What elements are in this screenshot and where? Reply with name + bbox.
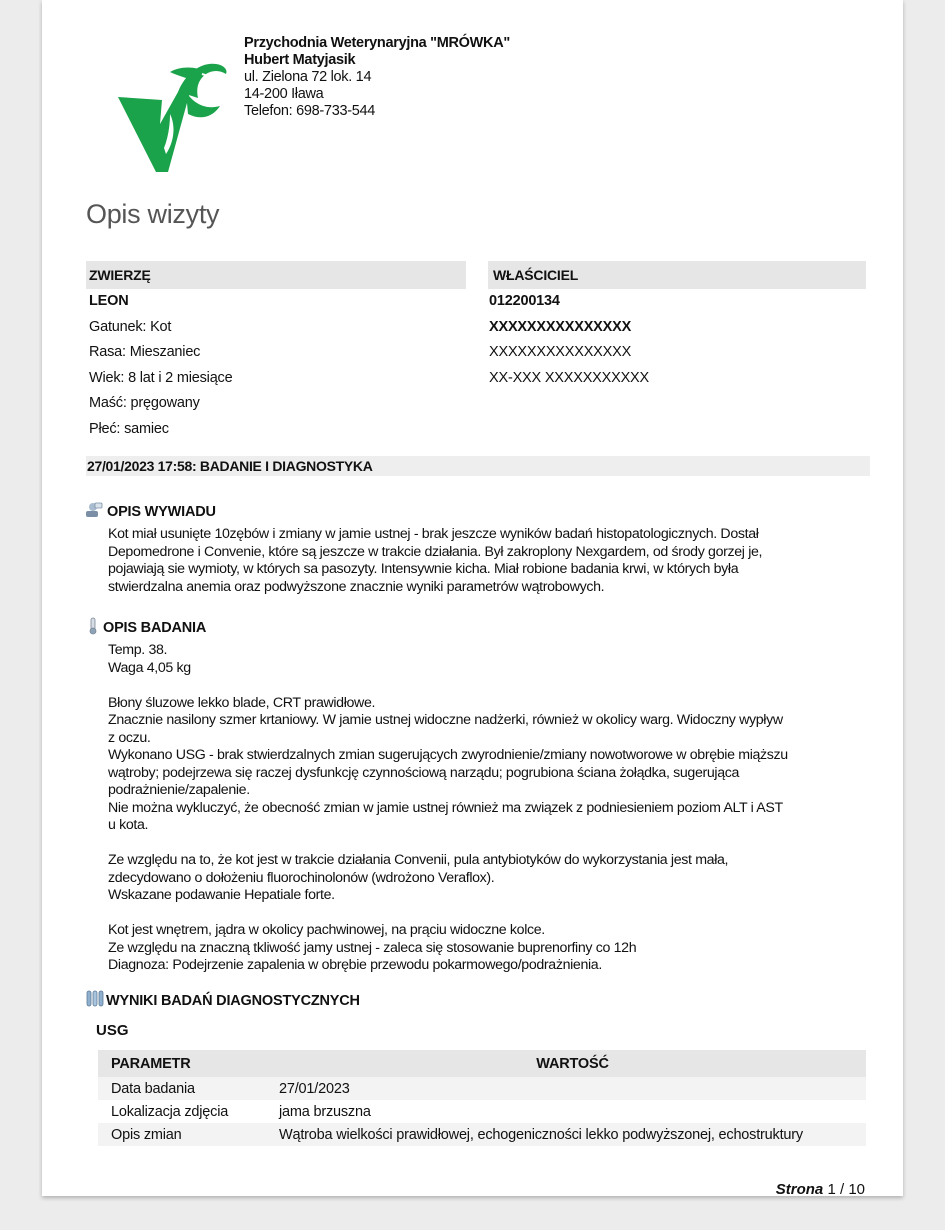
page-title: Opis wizyty xyxy=(86,199,220,229)
table-cell-value: Wątroba wielkości prawidłowej, echogeniczności lekko podwyższonej, echostruktury xyxy=(266,1123,866,1146)
test-tubes-icon xyxy=(86,990,104,1012)
animal-breed: Rasa: Mieszaniec xyxy=(89,344,201,360)
clinic-address-city: 14-200 Iława xyxy=(244,86,324,102)
animal-coat: Maść: pręgowany xyxy=(89,395,200,411)
results-title: WYNIKI BADAŃ DIAGNOSTYCZNYCH xyxy=(106,992,360,1009)
table-cell-parameter: Lokalizacja zdjęcia xyxy=(111,1103,229,1120)
table-header-row xyxy=(98,1050,866,1077)
owner-street: XXXXXXXXXXXXXXX xyxy=(489,344,632,360)
exam-heading xyxy=(87,617,206,639)
results-heading xyxy=(86,990,360,1012)
clinic-header xyxy=(244,35,510,120)
page-label: Strona xyxy=(775,1181,824,1198)
owner-name: XXXXXXXXXXXXXXX xyxy=(489,318,632,335)
animal-age: Wiek: 8 lat i 2 miesiące xyxy=(89,369,233,386)
exam-title: OPIS BADANIA xyxy=(103,619,207,636)
interview-text: Kot miał usunięte 10zębów i zmiany w jamie ustnej - brak jeszcze wyników badań histopatologicznych. Dostał Depomedrone i Convenie, które są jeszcze w trakcie działania. Był zakroplony Nexgardem, od środy gorzej je, pojawiają sie wymioty, w których sa pasozyty. Intensywnie kicha. Miał robione badania krwi, w których była stwierdzalna anemia oraz podwyższone znacznie wyniki parametrów wątrobowych. xyxy=(108,526,763,595)
table-row xyxy=(98,1123,866,1146)
animal-section xyxy=(86,261,466,442)
clinic-doctor: Hubert Matyjasik xyxy=(244,52,356,68)
animal-species: Gatunek: Kot xyxy=(89,318,172,335)
owner-header: WŁAŚCICIEL xyxy=(488,261,866,289)
page-current: 1 xyxy=(827,1181,836,1198)
animal-header: ZWIERZĘ xyxy=(86,261,466,289)
owner-city: XX-XXX XXXXXXXXXXX xyxy=(489,369,649,386)
person-icon xyxy=(85,502,103,522)
clinic-address-street: ul. Zielona 72 lok. 14 xyxy=(244,69,372,85)
usg-results-table xyxy=(98,1050,866,1146)
table-row xyxy=(98,1100,866,1123)
table-cell-parameter: Data badania xyxy=(98,1077,266,1100)
table-cell-value: 27/01/2023 xyxy=(266,1077,866,1100)
clinic-logo xyxy=(116,52,230,174)
interview-heading xyxy=(85,502,216,522)
owner-id: 012200134 xyxy=(489,293,560,309)
owner-section xyxy=(488,261,866,391)
column-header-value: WARTOŚĆ xyxy=(266,1050,866,1077)
column-header-parameter: PARAMETR xyxy=(98,1050,266,1077)
animal-name: LEON xyxy=(89,293,129,309)
visit-header: 27/01/2023 17:58: BADANIE I DIAGNOSTYKA xyxy=(86,456,870,476)
exam-text: Temp. 38. Waga 4,05 kg Błony śluzowe lekko blade, CRT prawidłowe. Znacznie nasilony szmer krtaniowy. W jamie ustnej widoczne nadżerki, również w okolicy warg. Widoczny wypływ z oczu. Wykonano USG - brak stwierdzalnych zmian sugerujących zwyrodnienie/zmiany nowotworowe w obrębie miąższu wątroby; podejrzewa się raczej dysfunkcję czynnościową narządu; pogrubiona ściana żołądka, sugerująca podrażnienie/zapalenie. Nie można wykluczyć, że obecność zmian w jamie ustnej również ma związek z podniesieniem poziom ALT i AST u kota. Ze względu na to, że kot jest w trakcie działania Convenii, pula antybiotyków do wykorzystania jest mała, zdecydowano o dołożeniu fluorochinolonów (wdrożono Veraflox). Wskazane podawanie Hepatiale forte. Kot jest wnętrem, jądra w okolicy pachwinowej, na prąciu widoczne kolce. Ze względu na znaczną tkliwość jamy ustnej - zaleca się stosowanie buprenorfiny co 12h Diagnoza: Podejrzenie zapalenia w obrębie przewodu pokarmowego/podrażnienia. xyxy=(108,642,788,973)
table-cell-value: jama brzuszna xyxy=(279,1103,371,1120)
usg-title: USG xyxy=(96,1022,129,1039)
table-row xyxy=(98,1077,866,1100)
clinic-phone: Telefon: 698-733-544 xyxy=(244,103,376,119)
table-cell-parameter: Opis zmian xyxy=(98,1123,266,1146)
thermometer-icon xyxy=(87,617,99,639)
animal-sex: Płeć: samiec xyxy=(89,420,169,437)
clinic-name: Przychodnia Weterynaryjna "MRÓWKA" xyxy=(244,35,510,51)
page-number xyxy=(776,1181,865,1198)
page-separator: / xyxy=(835,1181,849,1198)
interview-title: OPIS WYWIADU xyxy=(107,503,216,520)
document-page xyxy=(42,0,903,1196)
page-total: 10 xyxy=(848,1181,865,1198)
